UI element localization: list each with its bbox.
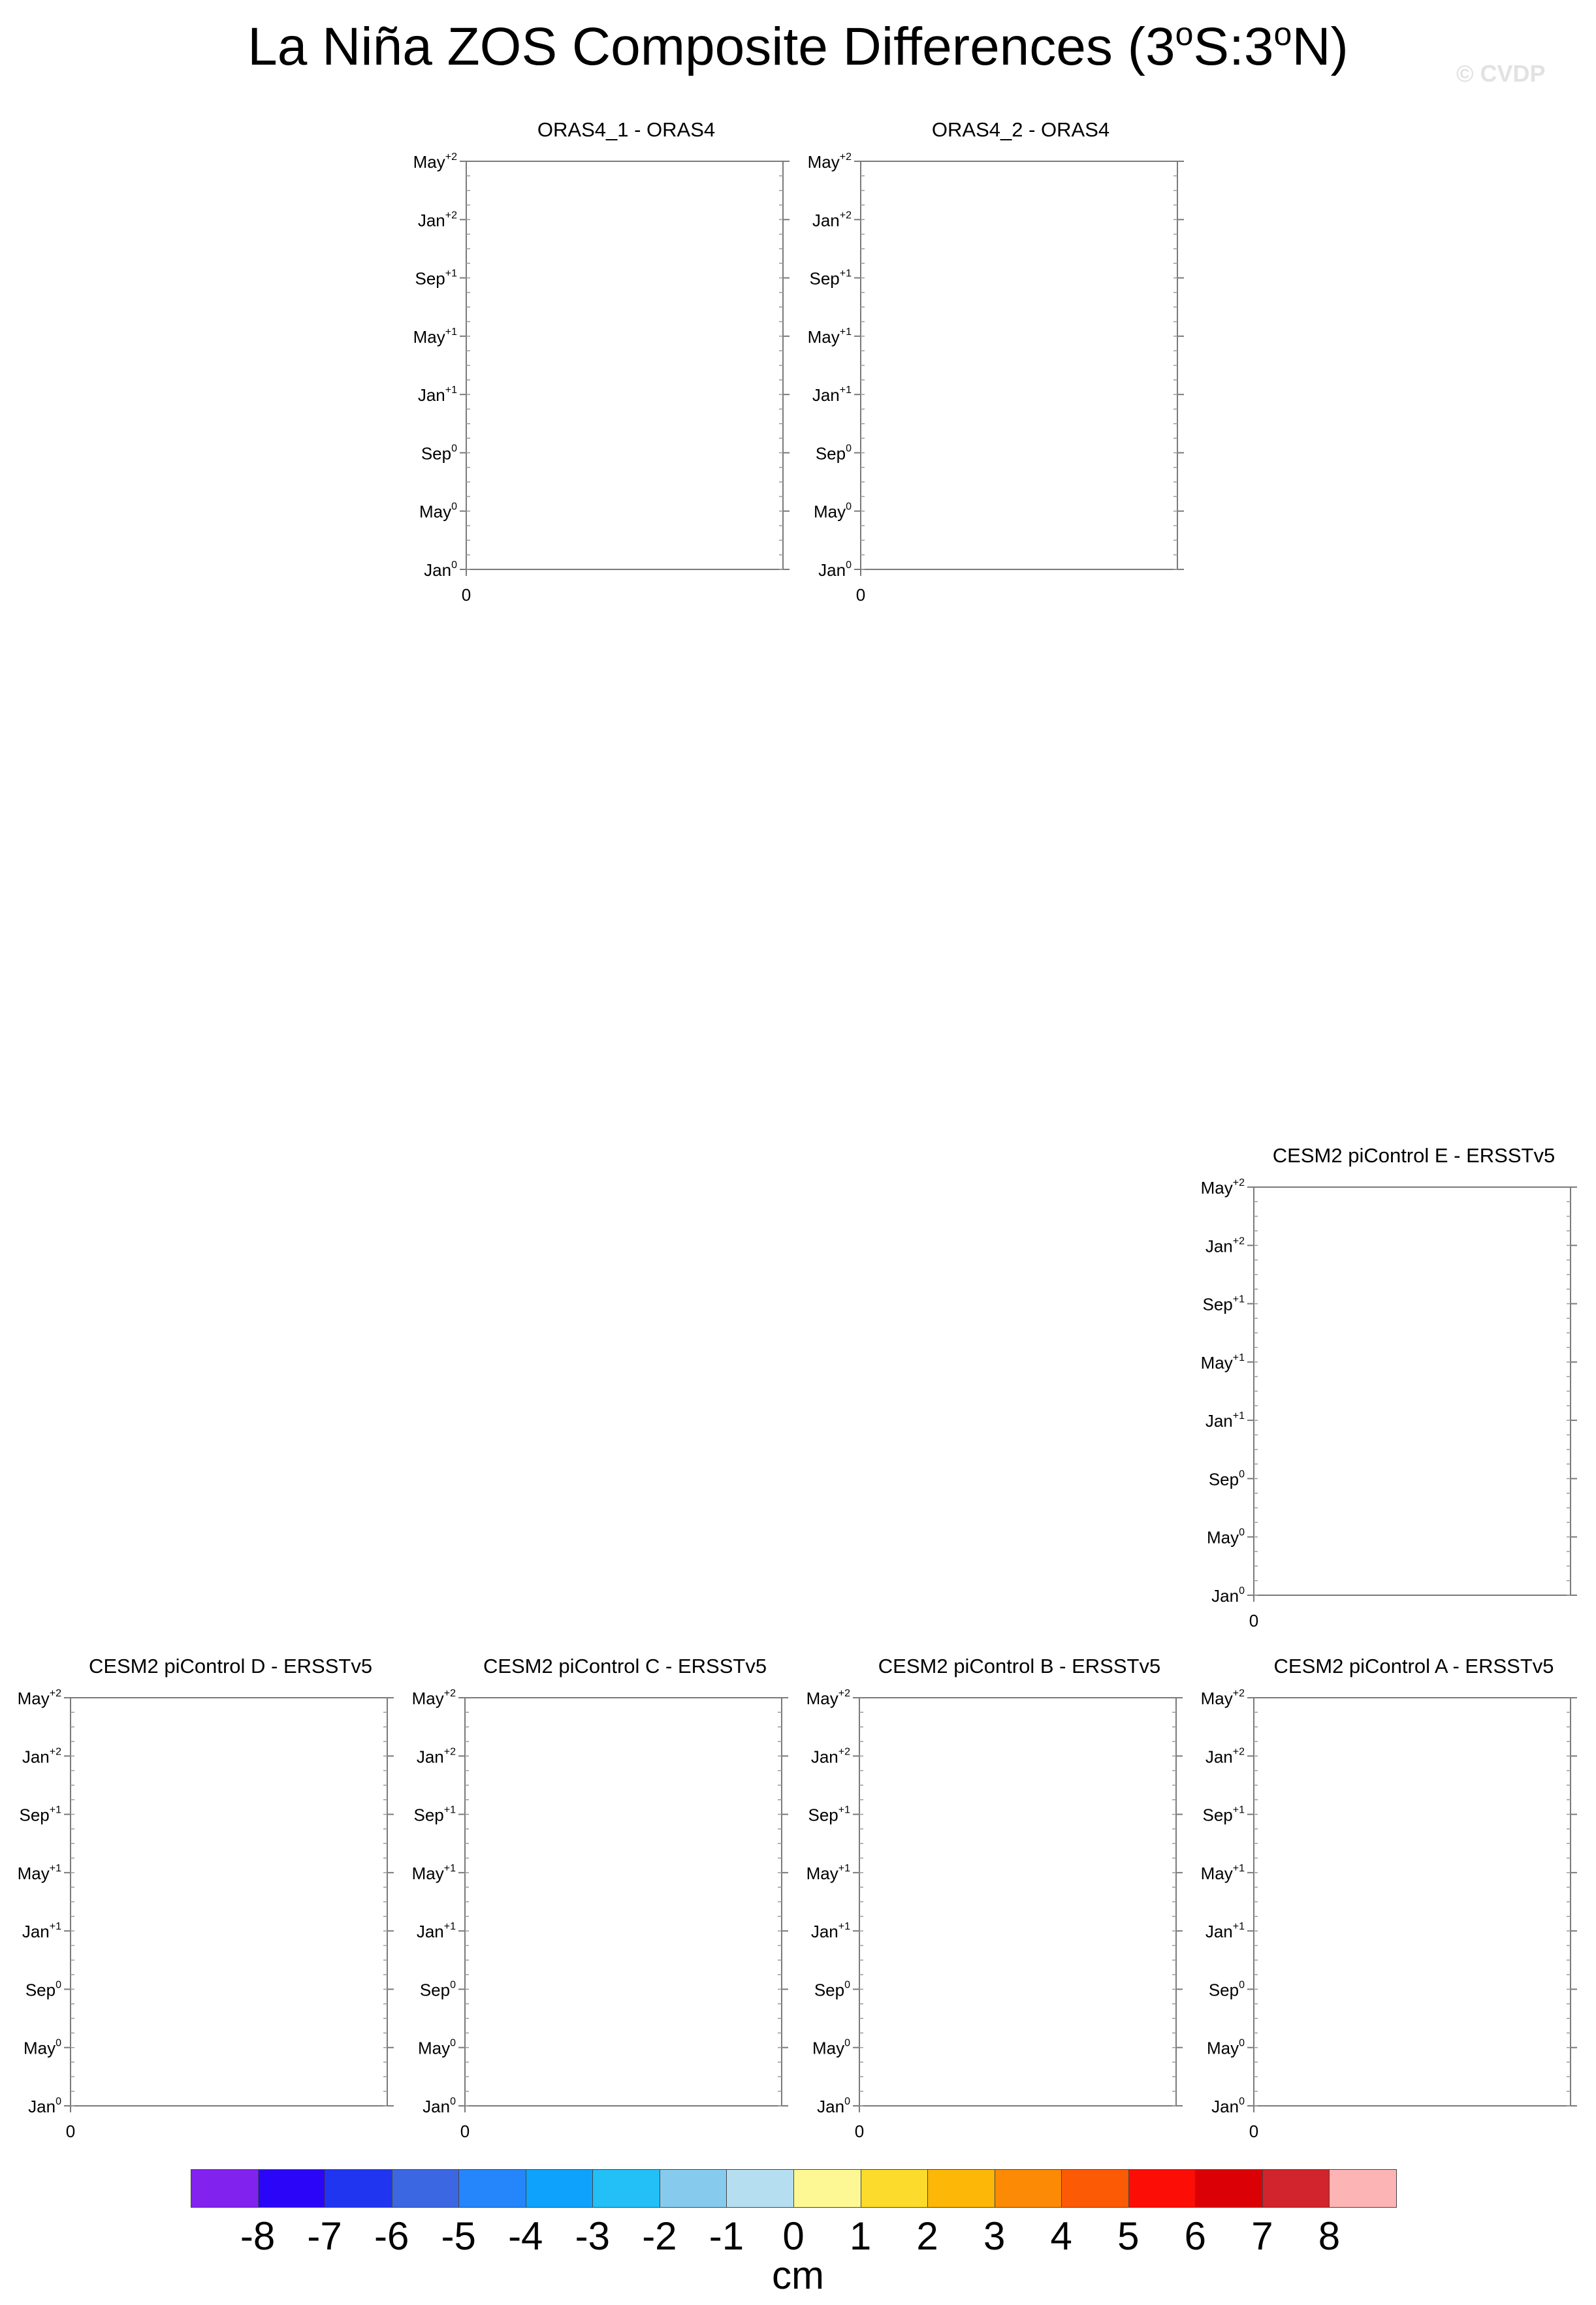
figure-title-end: N)	[1292, 17, 1349, 76]
colorbar-label: 1	[849, 2214, 872, 2258]
x-tick-label: 0	[460, 2122, 470, 2141]
figure-title-main: La Niña ZOS Composite Differences (3	[247, 17, 1175, 76]
colorbar-label: -7	[307, 2214, 342, 2258]
colorbar-label: -2	[642, 2214, 677, 2258]
y-tick-label: Jan$^0$	[424, 560, 457, 580]
y-tick-label: Sep$^{+1}$	[415, 268, 457, 289]
y-tick-label: Jan$^{+2}$	[416, 1746, 456, 1767]
y-tick-label: May$^{+1}$	[807, 326, 852, 347]
y-tick-label: May$^{+1}$	[17, 1862, 61, 1883]
y-tick-label: Jan$^{+1}$	[1205, 1410, 1245, 1431]
x-tick-label: 0	[1249, 1611, 1259, 1630]
panel-title: ORAS4_1 - ORAS4	[537, 118, 716, 141]
plot-frame	[861, 161, 1177, 569]
composite-panel	[1200, 1144, 1571, 1630]
colorbar-label: -1	[709, 2214, 744, 2258]
y-tick-label: Jan$^{+1}$	[1205, 1921, 1245, 1942]
y-tick-label: Sep$^{+1}$	[19, 1804, 61, 1825]
y-tick-label: Jan$^0$	[817, 2096, 850, 2116]
composite-panel	[1200, 1655, 1571, 2141]
y-tick-label: Sep$^0$	[25, 1979, 61, 2000]
y-tick-label: Sep$^0$	[1208, 1979, 1245, 2000]
panel-title: CESM2 piControl C - ERSSTv5	[483, 1655, 767, 1677]
y-tick-label: May$^0$	[419, 501, 457, 522]
y-tick-label: Sep$^0$	[815, 443, 852, 464]
y-tick-label: May$^0$	[1206, 2037, 1245, 2058]
y-tick-label: Jan$^0$	[423, 2096, 456, 2116]
y-tick-label: May$^0$	[813, 501, 852, 522]
colorbar-label: 8	[1318, 2214, 1341, 2258]
x-tick-label: 0	[1249, 2122, 1259, 2141]
colorbar-label: -3	[575, 2214, 610, 2258]
panel-title: CESM2 piControl B - ERSSTv5	[878, 1655, 1161, 1677]
plot-frame	[859, 1698, 1176, 2106]
y-tick-label: Jan$^{+2}$	[1205, 1235, 1245, 1256]
colorbar-label: -8	[240, 2214, 276, 2258]
panel-title: ORAS4_2 - ORAS4	[931, 118, 1110, 141]
plot-frame	[466, 161, 783, 569]
y-tick-label: May$^{+2}$	[411, 1688, 456, 1708]
y-tick-label: Jan$^0$	[1211, 2096, 1245, 2116]
figure-title-degree-north: o	[1273, 16, 1292, 52]
y-tick-label: Jan$^{+1}$	[810, 1921, 850, 1942]
colorbar-label: 6	[1184, 2214, 1207, 2258]
plot-frame	[1254, 1187, 1571, 1595]
figure-title-degree-south: o	[1175, 16, 1194, 52]
y-tick-label: Jan$^{+2}$	[812, 210, 852, 230]
y-tick-label: May$^0$	[1206, 1527, 1245, 1548]
y-tick-label: May$^{+1}$	[1200, 1862, 1245, 1883]
colorbar-label: 3	[983, 2214, 1006, 2258]
y-tick-label: Jan$^{+1}$	[417, 385, 457, 405]
panel-plot	[1169, 1168, 1590, 1641]
panel-title: CESM2 piControl E - ERSSTv5	[1272, 1144, 1556, 1167]
y-tick-label: May$^0$	[812, 2037, 850, 2058]
figure-title-mid: S:3	[1193, 17, 1274, 76]
y-tick-label: Sep$^0$	[421, 443, 457, 464]
colorbar-label: 0	[782, 2214, 805, 2258]
panel-plot	[1169, 1678, 1590, 2152]
y-tick-label: Sep$^{+1}$	[413, 1804, 456, 1825]
y-tick-label: May$^{+1}$	[413, 326, 457, 347]
panel-title: CESM2 piControl A - ERSSTv5	[1273, 1655, 1554, 1677]
y-tick-label: Sep$^{+1}$	[1202, 1804, 1245, 1825]
y-tick-label: Sep$^{+1}$	[808, 1804, 850, 1825]
composite-panel	[806, 1655, 1176, 2141]
y-tick-label: Jan$^{+1}$	[416, 1921, 456, 1942]
panel-plot	[776, 142, 1197, 615]
y-tick-label: May$^{+1}$	[411, 1862, 456, 1883]
y-tick-label: Jan$^{+1}$	[22, 1921, 61, 1942]
watermark: © CVDP	[1456, 60, 1546, 87]
colorbar-units: cm	[772, 2253, 824, 2297]
y-tick-label: May$^{+1}$	[806, 1862, 850, 1883]
plot-frame	[1254, 1698, 1571, 2106]
x-tick-label: 0	[854, 2122, 865, 2141]
colorbar-label: 4	[1050, 2214, 1072, 2258]
y-tick-label: May$^{+2}$	[17, 1688, 61, 1708]
colorbar-label: 2	[916, 2214, 938, 2258]
y-tick-label: Sep$^0$	[814, 1979, 850, 2000]
x-tick-label: 0	[855, 585, 866, 605]
x-tick-label: 0	[65, 2122, 76, 2141]
y-tick-label: Sep$^0$	[1208, 1469, 1245, 1489]
composite-panel	[17, 1655, 387, 2141]
y-tick-label: Sep$^{+1}$	[809, 268, 852, 289]
y-tick-label: May$^0$	[23, 2037, 61, 2058]
y-tick-label: May$^{+2}$	[806, 1688, 850, 1708]
colorbar-label: 7	[1251, 2214, 1273, 2258]
panel-plot	[381, 142, 803, 615]
y-tick-label: May$^0$	[417, 2037, 456, 2058]
y-tick-label: May$^{+1}$	[1200, 1352, 1245, 1373]
composite-panel	[413, 118, 783, 605]
y-tick-label: Jan$^{+2}$	[22, 1746, 61, 1767]
composite-panel	[807, 118, 1177, 605]
y-tick-label: Sep$^{+1}$	[1202, 1294, 1245, 1314]
panel-plot	[774, 1678, 1196, 2152]
y-tick-label: Jan$^{+2}$	[810, 1746, 850, 1767]
colorbar-label: -6	[374, 2214, 409, 2258]
colorbar-label: 5	[1117, 2214, 1140, 2258]
colorbar-label: -4	[508, 2214, 543, 2258]
y-tick-label: May$^{+2}$	[413, 151, 457, 172]
y-tick-label: May$^{+2}$	[1200, 1688, 1245, 1708]
panel-plot	[380, 1678, 801, 2152]
y-tick-label: May$^{+2}$	[807, 151, 852, 172]
y-tick-label: Jan$^0$	[818, 560, 852, 580]
y-tick-label: Jan$^{+2}$	[417, 210, 457, 230]
y-tick-label: Jan$^0$	[28, 2096, 61, 2116]
composite-panel	[411, 1655, 782, 2141]
y-tick-label: Sep$^0$	[419, 1979, 456, 2000]
panel-title: CESM2 piControl D - ERSSTv5	[88, 1655, 373, 1677]
plot-frame	[465, 1698, 782, 2106]
y-tick-label: May$^{+2}$	[1200, 1177, 1245, 1198]
colorbar-label: -5	[441, 2214, 476, 2258]
y-tick-label: Jan$^{+1}$	[812, 385, 852, 405]
x-tick-label: 0	[461, 585, 471, 605]
y-tick-label: Jan$^{+2}$	[1205, 1746, 1245, 1767]
plot-frame	[71, 1698, 387, 2106]
y-tick-label: Jan$^0$	[1211, 1585, 1245, 1606]
panel-plot	[0, 1678, 407, 2152]
